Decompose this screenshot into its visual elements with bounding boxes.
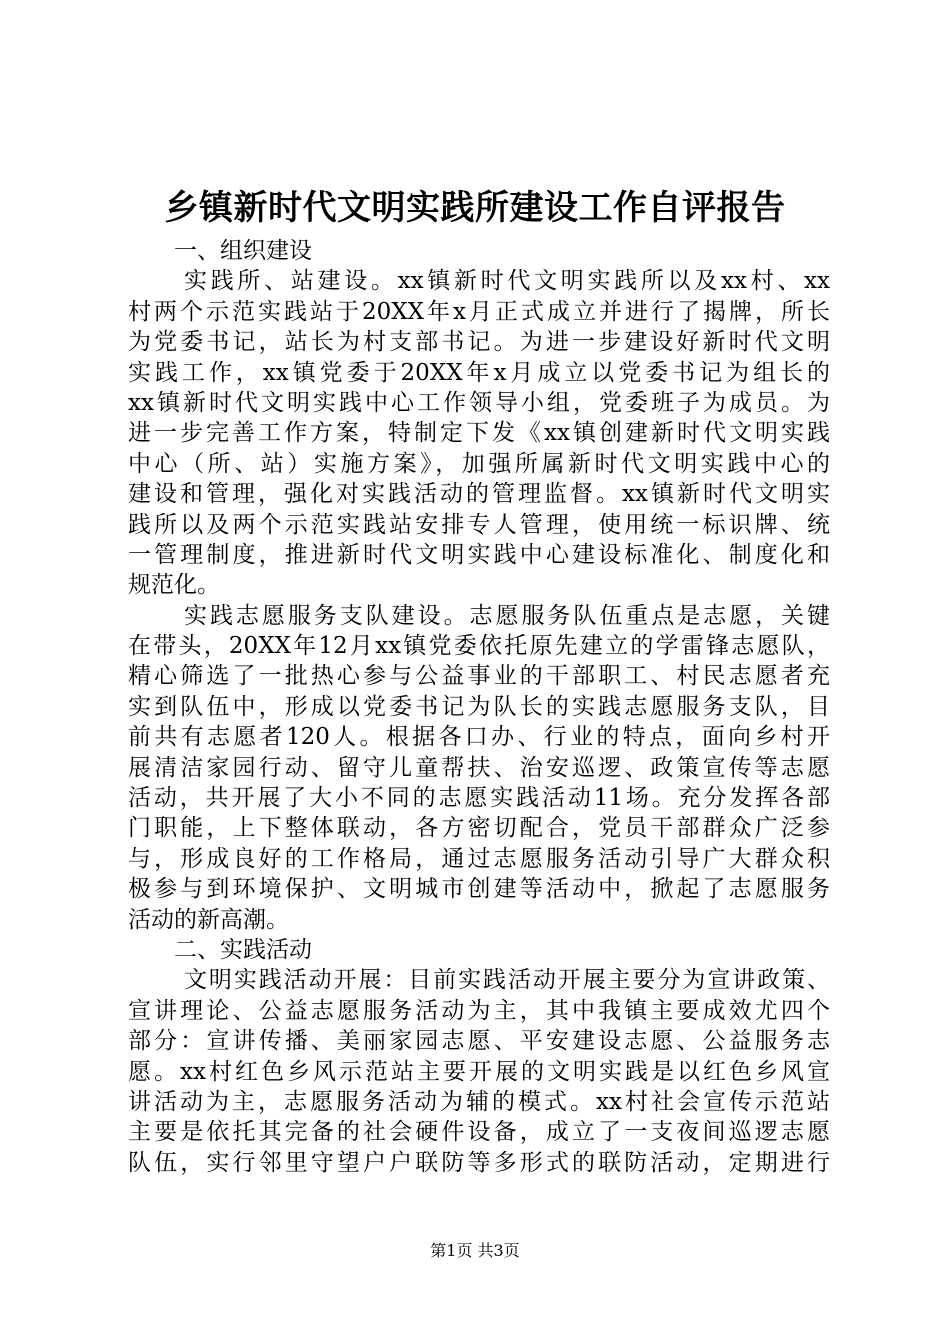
body-line: 进一步完善工作方案，特制定下发《xx镇创建新时代文明实践 [128,420,830,447]
body-line: 门职能，上下整体联动，各方密切配合，党员干部群众广泛参 [128,815,830,842]
body-line: 为党委书记，站长为村支部书记。为进一步建设好新时代文明 [128,329,830,356]
body-line: 实践志愿服务支队建设。志愿服务队伍重点是志愿，关键 [184,602,830,629]
body-line: 活动，共开展了大小不同的志愿实践活动11场。充分发挥各部 [128,785,830,812]
body-line: 一管理制度，推进新时代文明实践中心建设标准化、制度化和 [128,541,830,568]
body-line: 愿。xx村红色乡风示范站主要开展的文明实践是以红色乡风宣 [128,1058,830,1085]
body-line: 宣讲理论、公益志愿服务活动为主，其中我镇主要成效尤四个 [128,997,830,1024]
body-line: 前共有志愿者120人。根据各口办、行业的特点，面向乡村开 [128,724,830,751]
body-line: 在带头，20XX年12月xx镇党委依托原先建立的学雷锋志愿队， [128,633,830,660]
body-line: 展清洁家园行动、留守儿童帮扶、治安巡逻、政策宣传等志愿 [128,754,830,781]
body-line: 实到队伍中，形成以党委书记为队长的实践志愿服务支队，目 [128,693,830,720]
body-line: 文明实践活动开展：目前实践活动开展主要分为宣讲政策、 [184,967,830,994]
body-line: 极参与到环境保护、文明城市创建等活动中，掀起了志愿服务 [128,876,830,903]
body-line: 部分：宣讲传播、美丽家园志愿、平安建设志愿、公益服务志 [128,1028,830,1055]
page-footer [0,1240,950,1262]
body-line: 精心筛选了一批热心参与公益事业的干部职工、村民志愿者充 [128,663,830,690]
section-heading-practice: 二、实践活动 [174,936,312,963]
document-title: 乡镇新时代文明实践所建设工作自评报告 [164,188,786,228]
body-line: 实践所、站建设。xx镇新时代文明实践所以及xx村、xx [184,268,830,295]
body-line: 与，形成良好的工作格局，通过志愿服务活动引导广大群众积 [128,845,830,872]
body-line: 活动的新高潮。 [128,906,289,933]
section-heading-organization: 一、组织建设 [174,238,312,264]
body-line: 中心（所、站）实施方案》，加强所属新时代文明实践中心的 [128,450,830,477]
body-line: 实践工作，xx镇党委于20XX年x月成立以党委书记为组长的 [128,359,830,386]
body-line: 队伍，实行邻里守望户户联防等多形式的联防活动，定期进行 [128,1149,830,1176]
body-line: 规范化。 [128,572,220,599]
body-line: 村两个示范实践站于20XX年x月正式成立并进行了揭牌，所长 [128,298,830,325]
body-line: xx镇新时代文明实践中心工作领导小组，党委班子为成员。为 [128,389,830,416]
body-line: 主要是依托其完备的社会硬件设备，成立了一支夜间巡逻志愿 [128,1119,830,1146]
page-number: 第1页 共3页 [430,1241,520,1260]
body-line: 践所以及两个示范实践站安排专人管理，使用统一标识牌、统 [128,511,830,538]
body-line: 建设和管理，强化对实践活动的管理监督。xx镇新时代文明实 [128,481,830,508]
body-line: 讲活动为主，志愿服务活动为辅的模式。xx村社会宣传示范站 [128,1088,830,1115]
document-body [128,236,830,1178]
